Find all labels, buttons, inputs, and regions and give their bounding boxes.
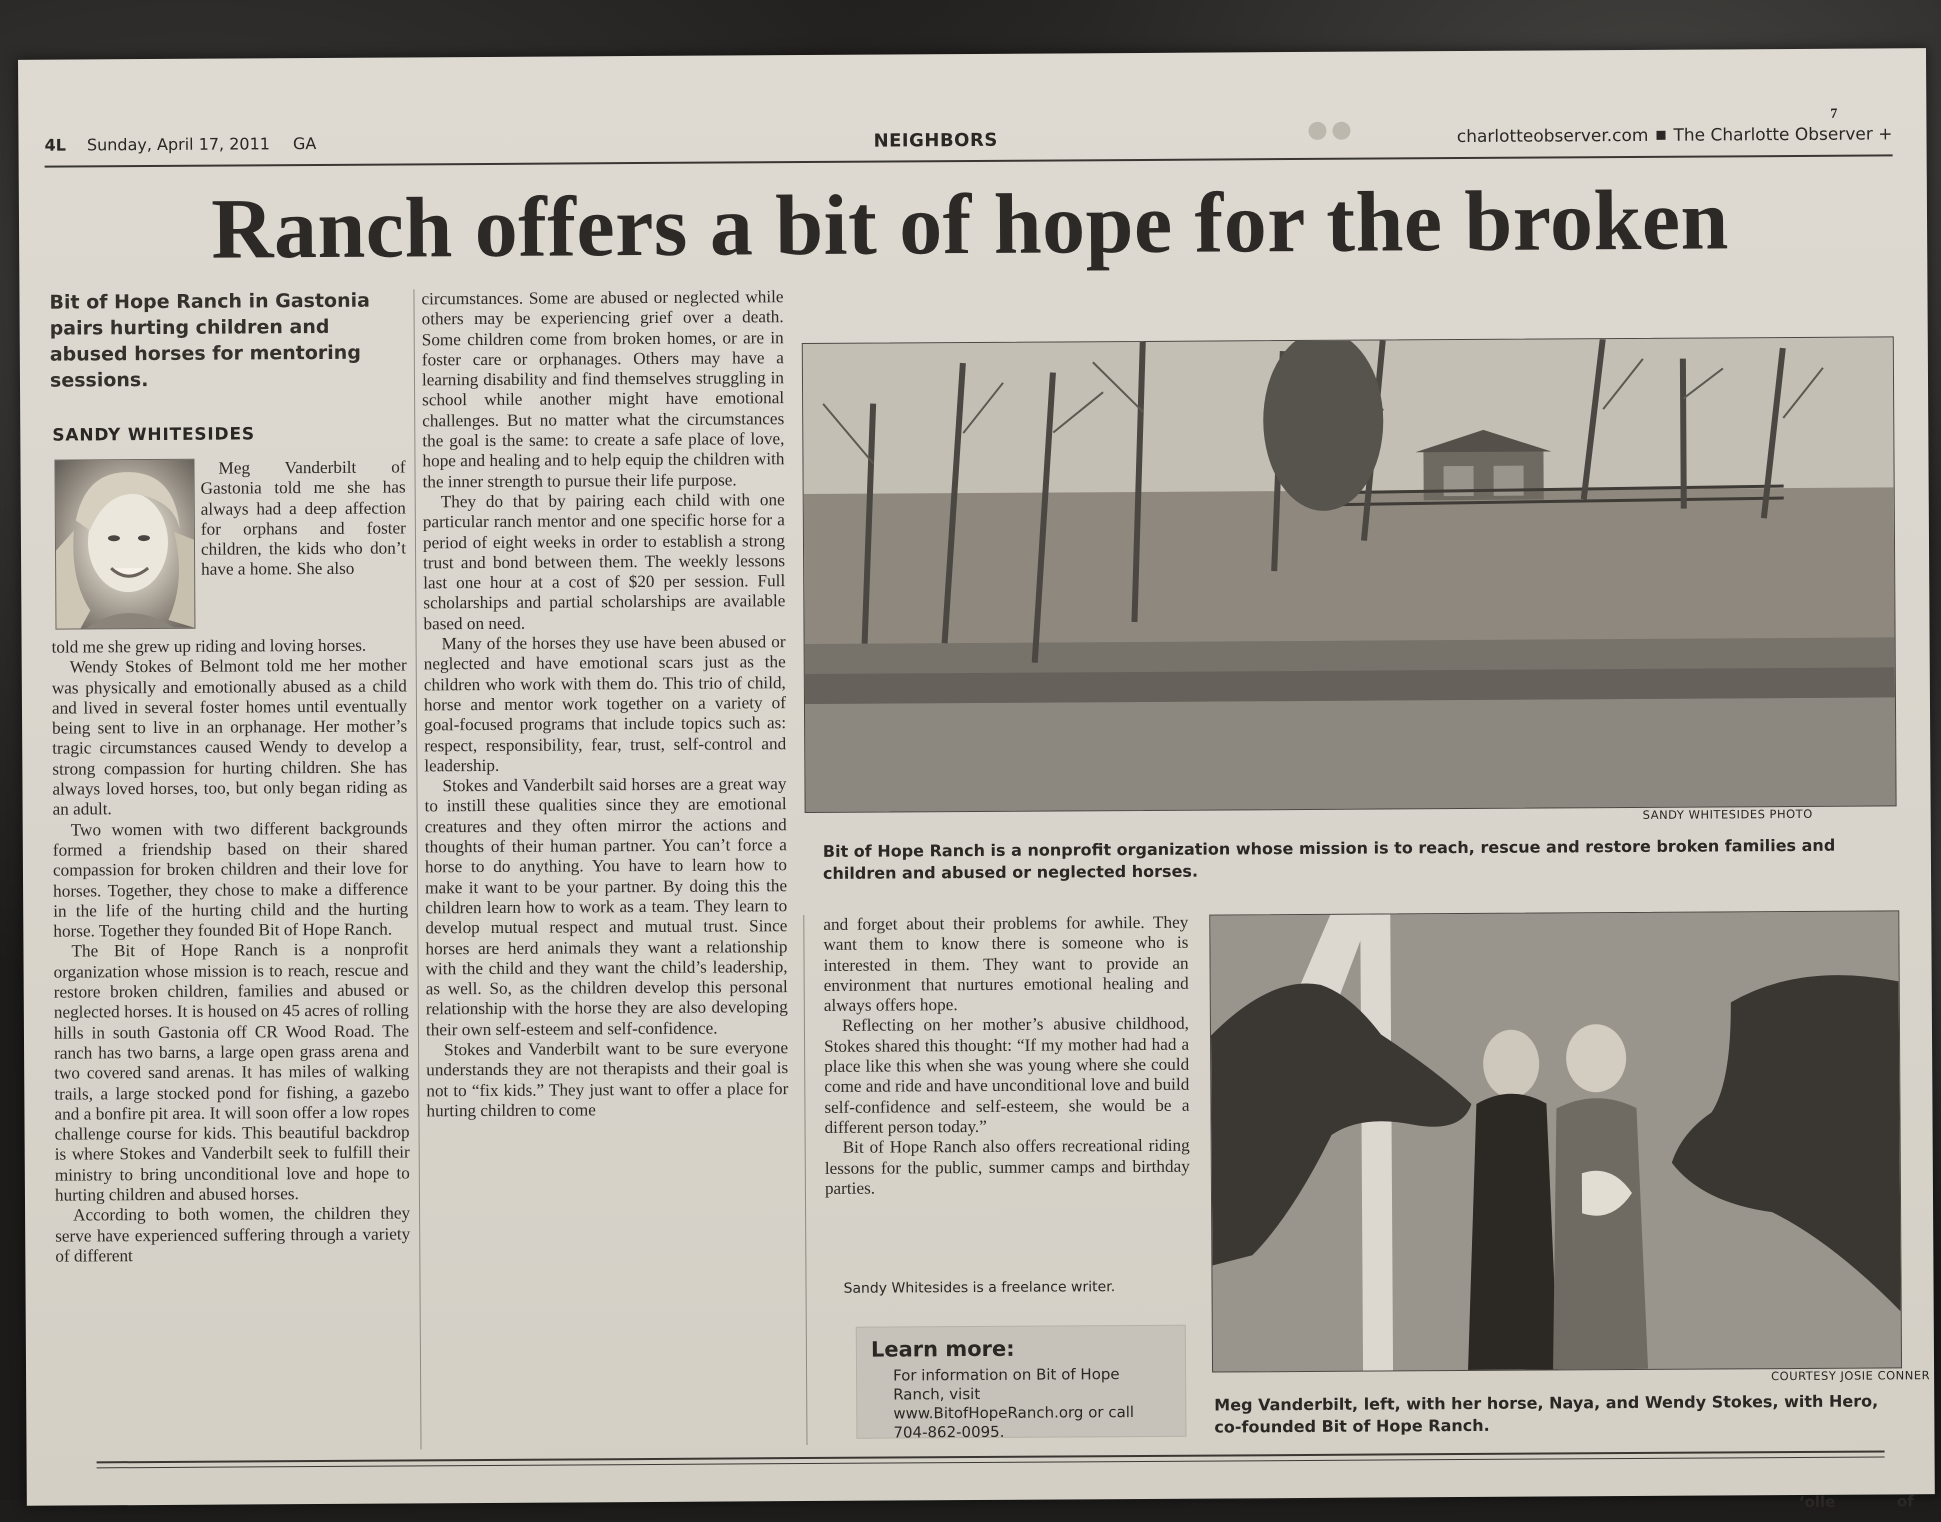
photo-caption: Meg Vanderbilt, left, with her horse, Naya, and Wendy Stokes, with Hero, co-founded Bit of Hope Ranch. (1214, 1391, 1879, 1437)
paragraph: circumstances. Some are abused or neglected while others may be experiencing grief over a death. Some children come from broken homes, or are in foster care or orphanages. Others may have a learning disability and find themselves struggling in school while another might have emotional challenges. But no matter what the circumstances the goal is the same: to create a safe place of love, hope and healing and to help equip the children with the inner strength to pursue their life purpose. (421, 287, 785, 492)
corner-mark: 7 (1830, 106, 1838, 122)
author-portrait-image (55, 460, 194, 629)
learn-more-heading: Learn more: (870, 1336, 1015, 1362)
paragraph: Bit of Hope Ranch also offers recreational riding lessons for the public, summer camps and birthday parties. (824, 1135, 1190, 1198)
next-article-fragment: of (1896, 1492, 1914, 1511)
paragraph: According to both women, the children they serve have experienced suffering through a variety of different (55, 1203, 411, 1266)
edition-code: GA (292, 134, 317, 154)
paragraph: Meg Vanderbilt of Gastonia told me she has always had a deep affection for orphans and foster children, the kids who don’t have a home. She also (200, 457, 407, 580)
bottom-rule-thin (97, 1456, 1885, 1468)
column-divider (413, 289, 421, 1449)
masthead-dots (1308, 122, 1378, 146)
newspaper-clipping (18, 48, 1935, 1511)
issue-date: Sunday, April 17, 2011 (86, 134, 270, 155)
plus-icon: + (1878, 124, 1893, 145)
paragraph: The Bit of Hope Ranch is a nonprofit organization whose mission is to reach, rescue and restore broken children, families and abused or neglected horses. It is housed on 45 acres of rolling hills in south Gastonia off CR Wood Road. The ranch has two barns, a large open grass arena and two covered sand arenas. It has miles of walking trails, a large stocked pond for fishing, a gazebo and a bonfire pit area. It will soon offer a low ropes challenge course for kids. This beautiful backdrop is where Stokes and Vanderbilt seek to fulfill their ministry to bring unconditional love and hope to hurting children and abused horses. (53, 939, 410, 1205)
paragraph: Stokes and Vanderbilt said horses are a great way to instill these qualities since they are emotional creatures and they often mirror the actions and thoughts of their human partner. You can’t force a horse to do anything. You have to learn how to make it want to be your partner. By doing this the children learn how to work as a team. They learn to develop mutual respect and mutual trust. Since horses are herd animals they want a relationship with the child and they want the child’s leadership, as well. So, as the children develop this personal relationship with the horse they are also developing their own self-esteem and self-confidence. (424, 774, 788, 1040)
masthead-right (1457, 124, 1893, 147)
paragraph: Two women with two different backgrounds formed a friendship based on their shared compassion for broken children and their love for horses. Together, they chose to make a difference in the life of the hurting child and the hurting horse. Together they founded Bit of Hope Ranch. (52, 818, 409, 941)
paragraph: Reflecting on her mother’s abusive childhood, Stokes shared this thought: “If my mother had had a place like this when she was young where she could come and ride and have unconditional love and build self-confidence and self-esteem, she would be a different person today.” (824, 1014, 1190, 1137)
learn-more-box (856, 1325, 1187, 1442)
paragraph: Wendy Stokes of Belmont told me her mother was physically and emotionally abused as a child and lived in several foster homes until eventually being sent to live in an orphanage. Her mother’s tragic circumstances caused Wendy to develop a strong compassion for hurting children. She has always loved horses, too, but only began riding as an adult. (51, 655, 408, 820)
photo-caption: Bit of Hope Ranch is a nonprofit organization whose mission is to reach, rescue and restore broken families and children and abused or neglected horses. (822, 835, 1836, 883)
site-url: charlotteobserver.com (1456, 125, 1649, 148)
column3 (823, 913, 1190, 1199)
page-number: 4L (44, 135, 66, 155)
paragraph: They do that by pairing each child with one particular ranch mentor and one specific horse for a period of eight weeks in order to establish a strong trust and bond between them. The weekly lessons last one hour at a cost of $20 per session. Full scholarships and partial scholarships are available based on need. (422, 490, 786, 634)
ranch-landscape-image (803, 337, 1896, 812)
section-name: NEIGHBORS (873, 129, 998, 152)
column1 (52, 635, 411, 1266)
byline: SANDY WHITESIDES (52, 424, 255, 446)
founders-with-horses-image (1210, 911, 1901, 1371)
column-divider (803, 915, 807, 1445)
paragraph: told me she grew up riding and loving horses. (51, 635, 367, 657)
paragraph: and forget about their problems for awhile. They want them to know there is someone who is interested in them. They want to provide an environment that nurtures emotional healing and always offers hope. (823, 912, 1189, 1016)
paragraph: Many of the horses they use have been abused or neglected and have emotional scars just as the children who work with them do. This trio of child, horse and mentor work together on a variety of goal-focused programs that include topics such as: respect, responsibility, fear, trust, self-control and leadership. (423, 632, 787, 776)
headline: Ranch offers a bit of hope for the broken (210, 171, 1730, 277)
column2 (421, 287, 788, 1121)
learn-more-body: For information on Bit of Hope Ranch, visit www.BitofHopeRanch.org or call 704-862-0095. (893, 1365, 1135, 1442)
author-note: Sandy Whitesides is a freelance writer. (843, 1279, 1116, 1297)
author-photo (54, 459, 195, 630)
masthead-rule (45, 154, 1893, 167)
founders-photo (1209, 910, 1902, 1372)
paper-name: The Charlotte Observer (1673, 124, 1873, 146)
masthead-left (44, 134, 316, 155)
column1-intro (200, 457, 406, 580)
ranch-photo (802, 336, 1897, 813)
deck: Bit of Hope Ranch in Gastonia pairs hurting children and abused horses for mentoring sessions. (49, 289, 371, 392)
next-article-fragment: ‘olle (1798, 1492, 1836, 1511)
square-bullet-icon (1656, 131, 1665, 140)
photo-credit: COURTESY JOSIE CONNER (1771, 1368, 1931, 1384)
paragraph: Stokes and Vanderbilt want to be sure everyone understands they are not therapists and their goal is not to “fix kids.” They just want to offer a place for hurting children to come (426, 1038, 789, 1121)
photo-credit: SANDY WHITESIDES PHOTO (1642, 806, 1813, 822)
